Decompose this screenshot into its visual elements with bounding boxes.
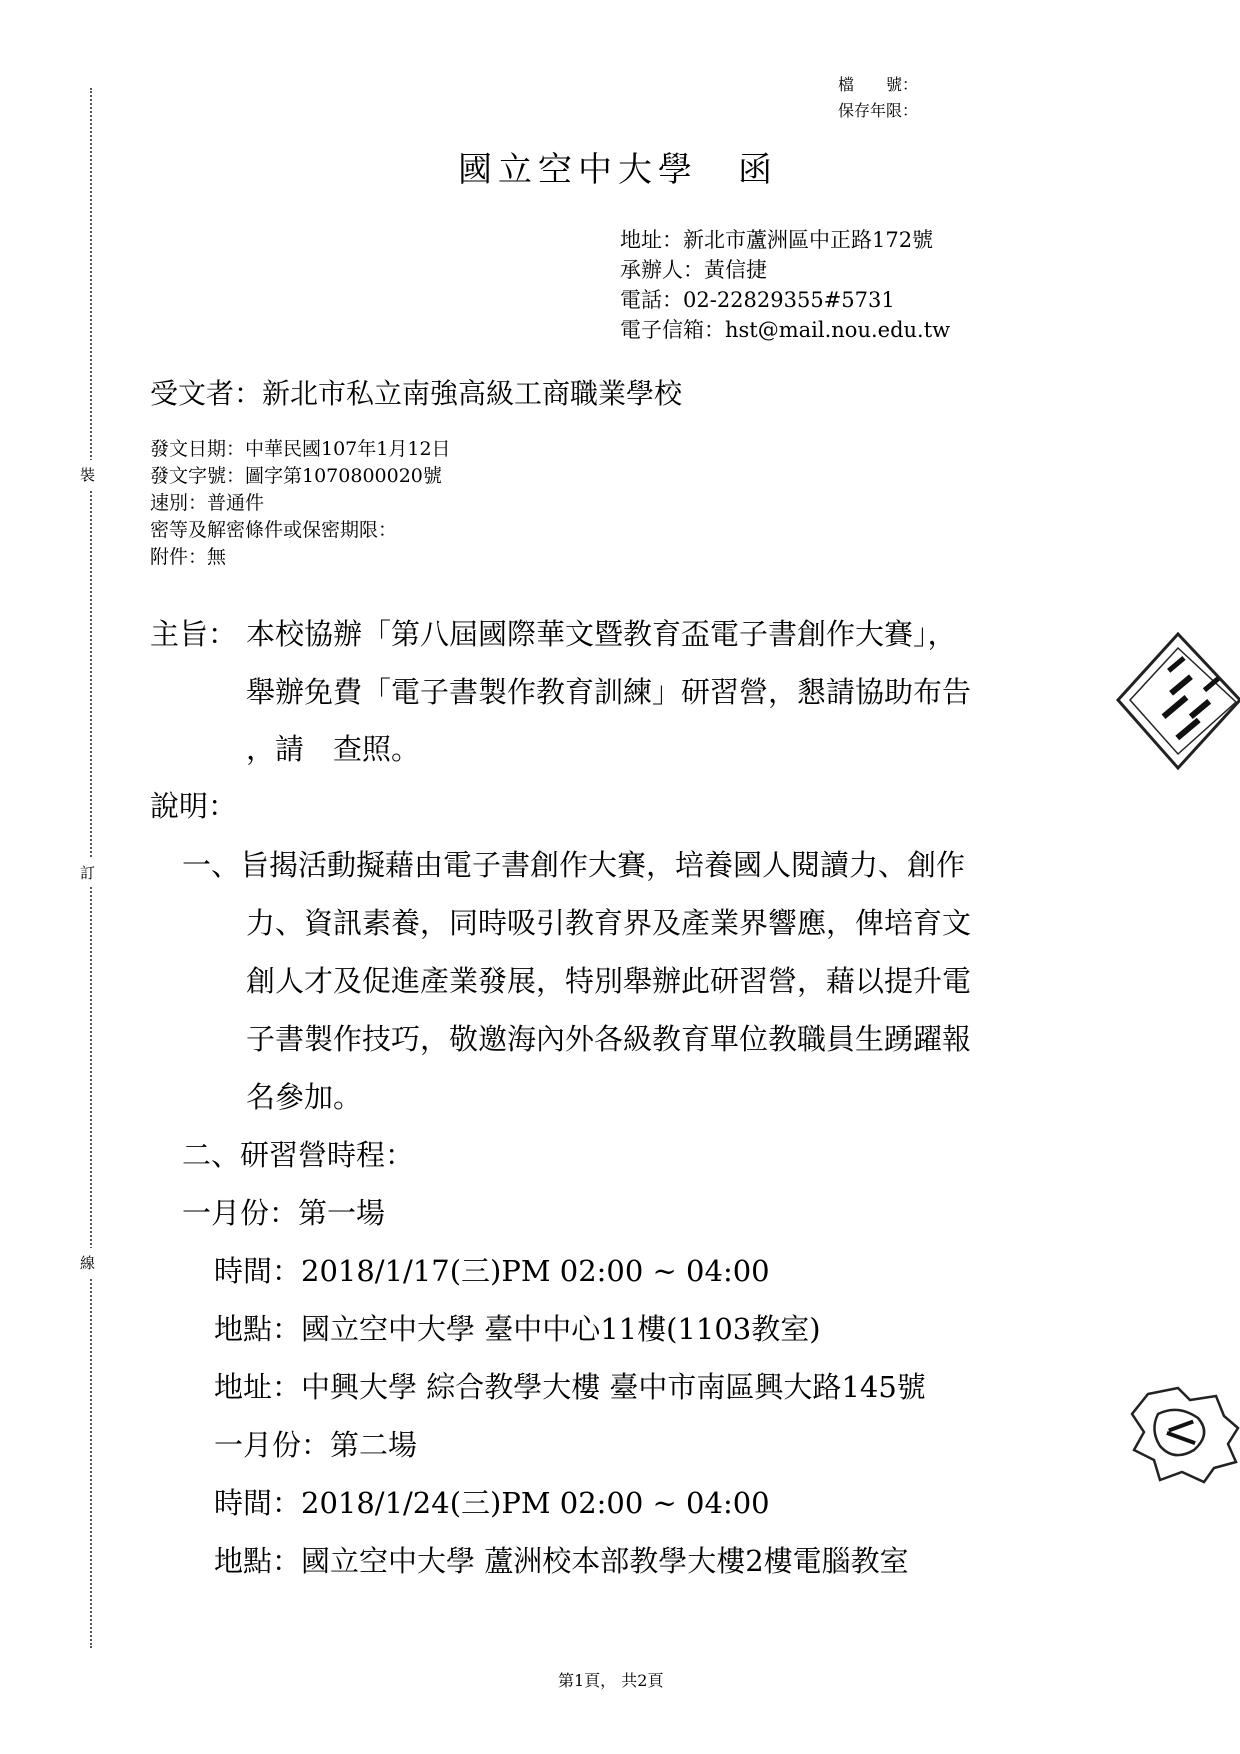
seal-stamp-top (1108, 622, 1240, 772)
item1-line-3: 創人才及促進產業發展，特別舉辦此研習營，藉以提升電 (246, 964, 972, 998)
binding-mark-xian: 線 (78, 1248, 97, 1277)
binding-mark-zhuang: 裝 (78, 460, 97, 489)
item1-line-1: 一、旨揭活動擬藉由電子書創作大賽，培養國人閱讀力、創作 (182, 848, 966, 882)
issue-number: 發文字號：圖字第1070800020號 (150, 465, 442, 487)
session1-address: 地址：中興大學 綜合教學大樓 臺中市南區興大路145號 (214, 1370, 926, 1404)
explanation-label: 說明： (150, 789, 238, 823)
session1-time: 時間：2018/1/17(三)PM 02:00 ~ 04:00 (214, 1254, 770, 1288)
session2-place: 地點：國立空中大學 蘆洲校本部教學大樓2樓電腦教室 (214, 1544, 909, 1578)
session2-time: 時間：2018/1/24(三)PM 02:00 ~ 04:00 (214, 1486, 770, 1520)
secrecy: 密等及解密條件或保密期限： (150, 519, 398, 541)
item1-line-5: 名參加。 (246, 1080, 363, 1114)
sender-address: 地址：新北市蘆洲區中正路172號 (620, 228, 934, 252)
issue-date: 發文日期：中華民國107年1月12日 (150, 438, 451, 460)
subject-line-2: 舉辦免費「電子書製作教育訓練」研習營，懇請協助布告 (246, 675, 972, 709)
subject-line-3: ，請 查照。 (246, 732, 421, 766)
binding-mark-ding: 訂 (78, 858, 97, 887)
page-footer: 第1頁， 共2頁 (558, 1671, 664, 1690)
session2-heading: 一月份：第二場 (214, 1428, 418, 1462)
item1-line-2: 力、資訊素養，同時吸引教育界及產業界響應，俾培育文 (246, 906, 972, 940)
speed: 速別：普通件 (150, 492, 265, 514)
item1-line-4: 子書製作技巧，敬邀海內外各級教育單位教職員生踴躍報 (246, 1022, 972, 1056)
sender-email: 電子信箱：hst@mail.nou.edu.tw (620, 318, 951, 342)
subject-label: 主旨： (150, 617, 238, 651)
sender-contact: 承辦人：黃信捷 (620, 258, 767, 282)
retention-label: 保存年限： (838, 101, 919, 120)
item2-heading: 二、研習營時程： (182, 1138, 415, 1172)
file-number-label: 檔 號： (838, 75, 919, 94)
attachment: 附件：無 (150, 546, 227, 568)
subject-line-1: 本校協辦「第八屆國際華文暨教育盃電子書創作大賽」， (246, 617, 957, 651)
session1-place: 地點：國立空中大學 臺中中心11樓(1103教室) (214, 1312, 821, 1346)
sender-phone: 電話：02-22829355#5731 (620, 288, 895, 312)
session1-heading: 一月份：第一場 (182, 1196, 386, 1230)
recipient: 受文者：新北市私立南強高級工商職業學校 (150, 377, 683, 410)
document-title: 國立空中大學 函 (458, 150, 778, 190)
seal-stamp-bottom (1128, 1384, 1240, 1484)
